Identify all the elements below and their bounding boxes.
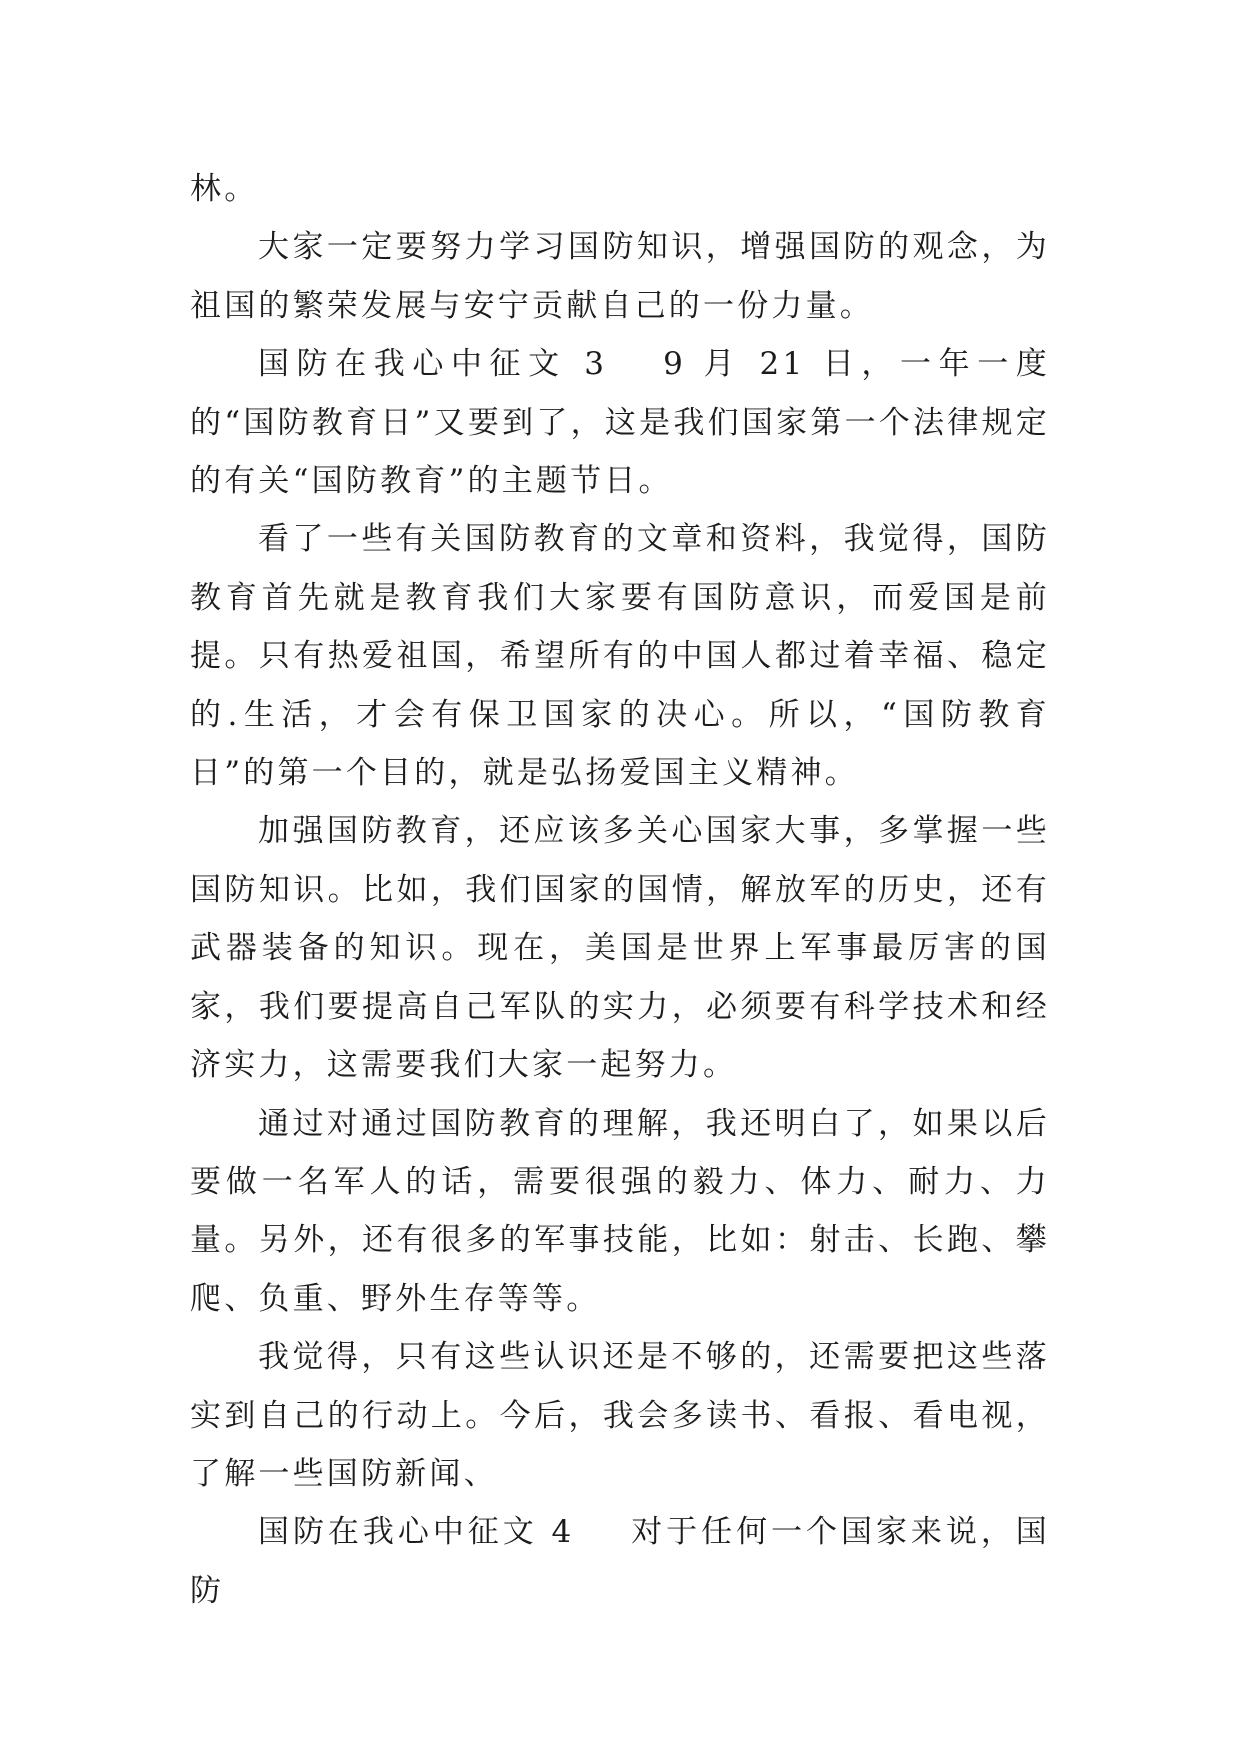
paragraph-2	[190, 335, 1050, 510]
essay-heading: 国防在我心中征文 3	[258, 346, 608, 383]
paragraph-1	[190, 218, 1050, 335]
paragraph-3	[190, 510, 1050, 802]
paragraph-5	[190, 1095, 1050, 1329]
paragraph-text: 林。	[190, 171, 259, 207]
paragraph-text: 看了一些有关国防教育的文章和资料，我觉得，国防教育首先就是教育我们大家要有国防意识，而爱国是前提。只有热爱祖国，希望所有的中国人都过着幸福、稳定的.生活，才会有保卫国家的决心。所以，“国防教育日”的第一个目的，就是弘扬爱国主义精神。	[190, 521, 1050, 792]
paragraph-text: 大家一定要努力学习国防知识，增强国防的观念，为祖国的繁荣发展与安宁贡献自己的一份力量。	[190, 229, 1050, 324]
paragraph-text: 我觉得，只有这些认识还是不够的，还需要把这些落实到自己的行动上。今后，我会多读书、看报、看电视，了解一些国防新闻、	[190, 1339, 1050, 1492]
paragraph-text: 加强国防教育，还应该多关心国家大事，多掌握一些国防知识。比如，我们国家的国情，解放军的历史，还有武器装备的知识。现在，美国是世界上军事最厉害的国家，我们要提高自己军队的实力，必须要有科学技术和经济实力，这需要我们大家一起努力。	[190, 813, 1050, 1084]
paragraph-text: 通过对通过国防教育的理解，我还明白了，如果以后要做一名军人的话，需要很强的毅力、体力、耐力、力量。另外，还有很多的军事技能，比如：射击、长跑、攀爬、负重、野外生存等等。	[190, 1105, 1050, 1317]
document-body	[190, 160, 1050, 1620]
essay-heading: 国防在我心中征文 4	[258, 1514, 575, 1551]
paragraph-4	[190, 802, 1050, 1094]
paragraph-text: 对于任何一个国家来说，国防	[190, 1514, 1051, 1609]
paragraph-6	[190, 1328, 1050, 1503]
paragraph-7	[190, 1503, 1050, 1620]
paragraph-0	[190, 160, 1050, 218]
paragraph-text: 9 月 21 日，一年一度的“国防教育日”又要到了，这是我们国家第一个法律规定的有关“国防教育”的主题节日。	[190, 346, 1050, 500]
